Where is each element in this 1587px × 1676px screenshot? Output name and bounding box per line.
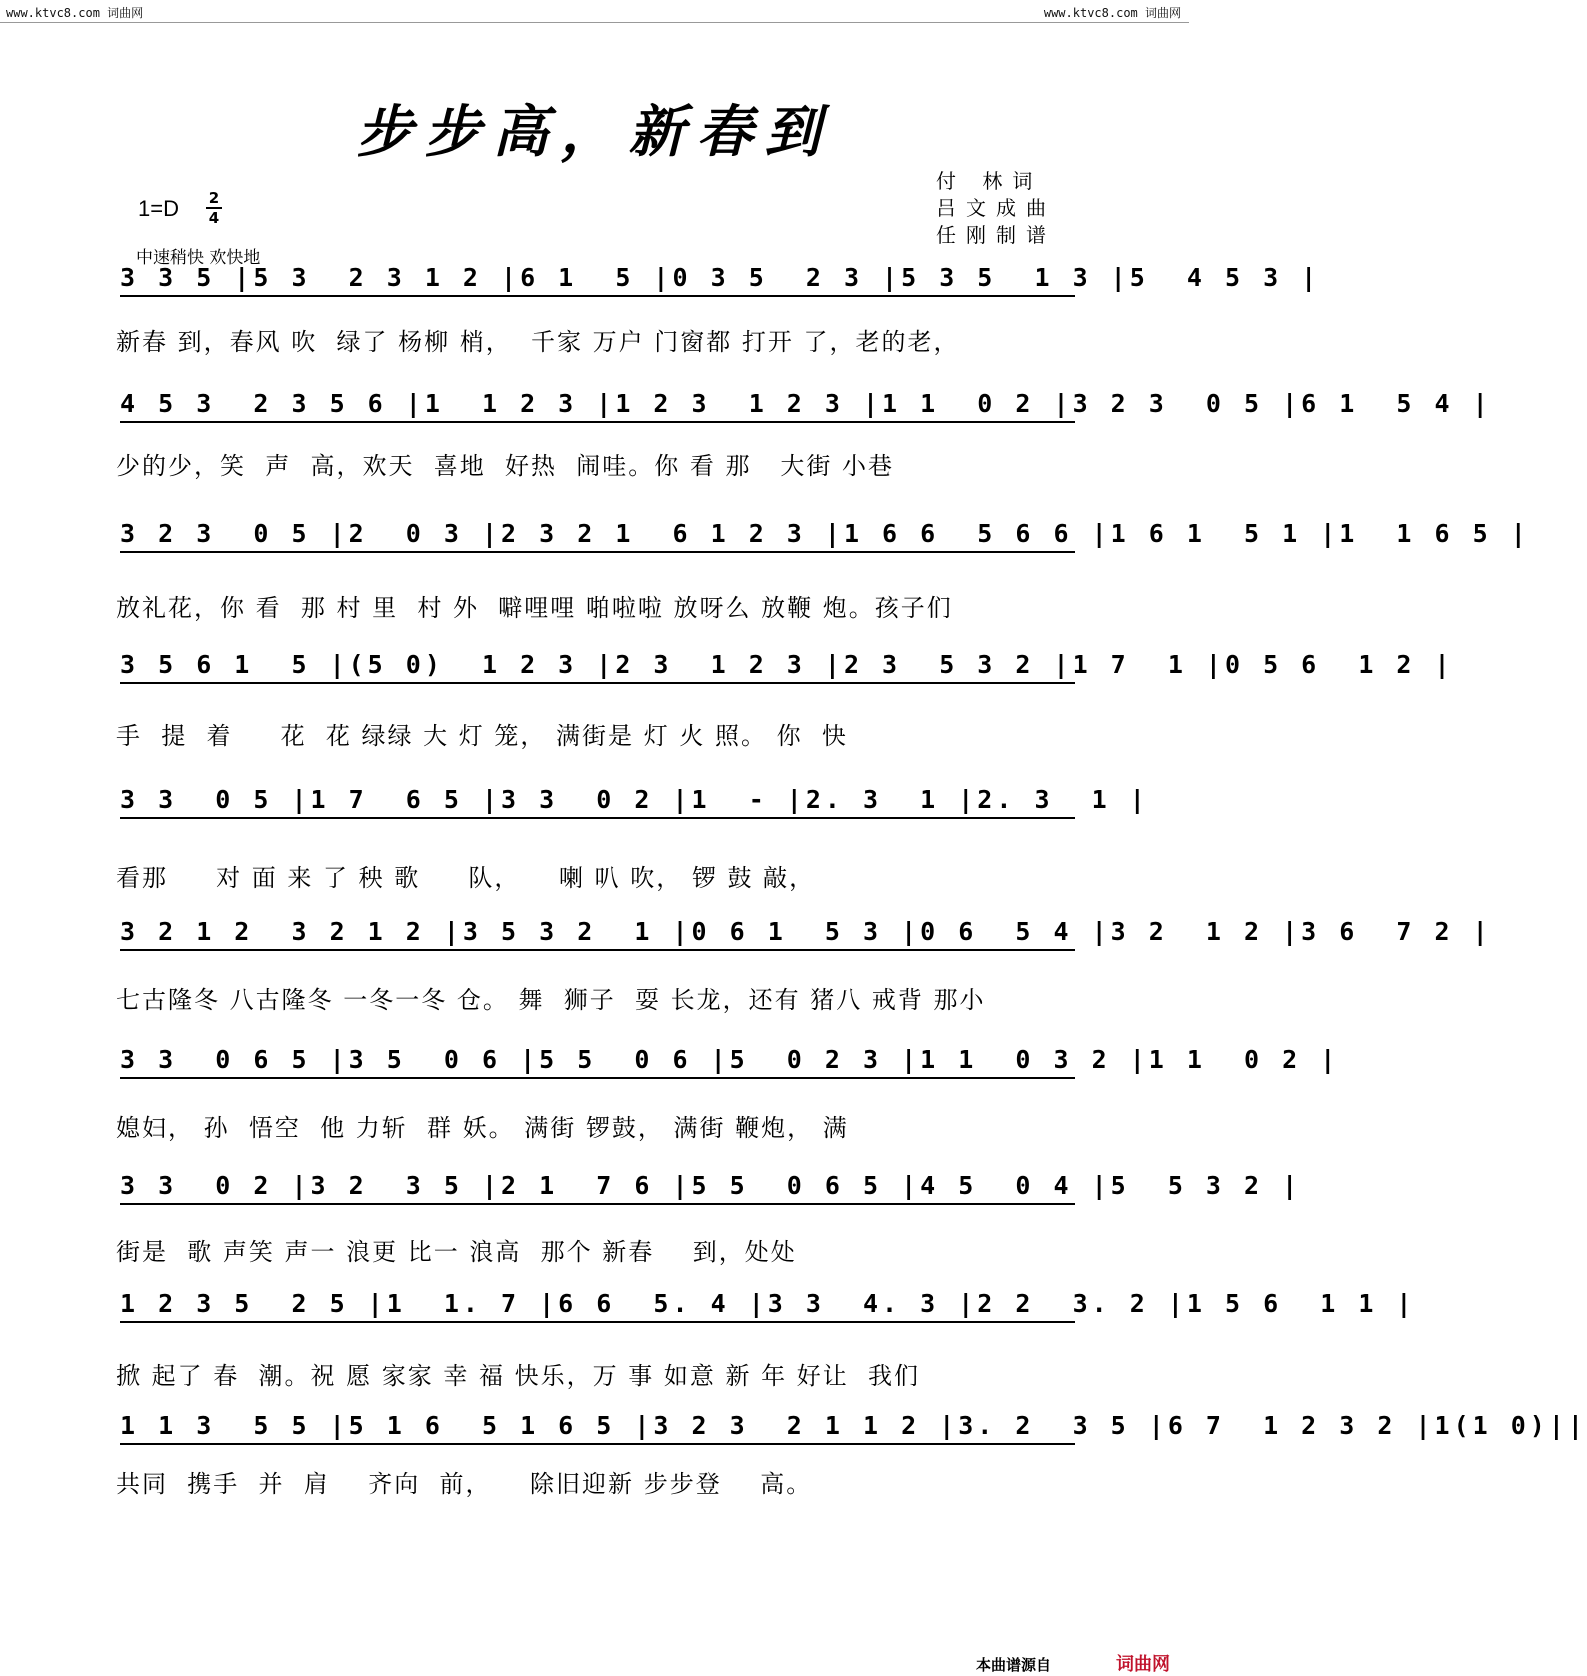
credits [936, 168, 1056, 249]
credit-lyricist: 付 林词 [936, 169, 1043, 193]
lyric-row: 放礼花，你 看 那 村 里 村 外 噼哩哩 啪啦啦 放呀么 放鞭 炮。孩子们 [116, 594, 953, 622]
top-divider [0, 22, 1189, 23]
lyric-row: 少的少，笑 声 高，欢天 喜地 好热 闹哇。你 看 那 大街 小巷 [116, 452, 895, 480]
key-signature: 1=D [138, 196, 179, 221]
notation-row [120, 1406, 1587, 1446]
beat-underline [120, 421, 1075, 423]
notation-text: 3 3 0 2 |3 2 3 5 |2 1 7 6 |5 5 0 6 5 |4 5 0 4 |5 5 3 2 | [120, 1171, 1302, 1200]
time-signature [206, 190, 222, 226]
notation-text: 3 5 6 1 5 |(5 0) 1 2 3 |2 3 1 2 3 |2 3 5 3 2 |1 7 1 |0 5 6 1 2 | [120, 650, 1454, 679]
meter-top: 2 [208, 189, 220, 207]
notation-row [120, 258, 1321, 298]
watermark-right: www.ktvc8.com 词曲网 [1043, 6, 1181, 20]
notation-row [120, 1166, 1302, 1206]
beat-underline [120, 1203, 1075, 1205]
lyric-row: 手 提 着 花 花 绿绿 大 灯 笼， 满街是 灯 火 照。 你 快 [116, 722, 848, 750]
lyric-row: 街是 歌 声笑 声一 浪更 比一 浪高 那个 新春 到，处处 [116, 1238, 797, 1266]
notation-row [120, 384, 1492, 424]
notation-row [120, 514, 1530, 554]
notation-text: 3 3 5 |5 3 2 3 1 2 |6 1 5 |0 3 5 2 3 |5 3 5 1 3 |5 4 5 3 | [120, 263, 1321, 292]
notation-text: 3 2 3 0 5 |2 0 3 |2 3 2 1 6 1 2 3 |1 6 6 5 6 6 |1 6 1 5 1 |1 1 6 5 | [120, 519, 1530, 548]
lyric-row: 共同 携手 并 肩 齐向 前， 除旧迎新 步步登 高。 [116, 1470, 813, 1498]
notation-text: 3 2 1 2 3 2 1 2 |3 5 3 2 1 |0 6 1 5 3 |0 6 5 4 |3 2 1 2 |3 6 7 2 | [120, 917, 1492, 946]
notation-row [120, 912, 1492, 952]
credit-transcriber: 任刚制谱 [936, 223, 1056, 247]
footer-source: 本曲谱源自 [976, 1656, 1052, 1674]
lyric-row: 掀 起了 春 潮。祝 愿 家家 幸 福 快乐，万 事 如意 新 年 好让 我们 [116, 1362, 921, 1390]
beat-underline [120, 295, 1075, 297]
beat-underline [120, 551, 1075, 553]
notation-row [120, 1040, 1340, 1080]
notation-text: 3 3 0 6 5 |3 5 0 6 |5 5 0 6 |5 0 2 3 |1 1 0 3 2 |1 1 0 2 | [120, 1045, 1340, 1074]
beat-underline [120, 1077, 1075, 1079]
beat-underline [120, 817, 1075, 819]
notation-text: 1 2 3 5 2 5 |1 1. 7 |6 6 5. 4 |3 3 4. 3 |2 2 3. 2 |1 5 6 1 1 | [120, 1289, 1416, 1318]
notation-text: 1 1 3 5 5 |5 1 6 5 1 6 5 |3 2 3 2 1 1 2 |3. 2 3 5 |6 7 1 2 3 2 |1(1 0)|| [120, 1411, 1587, 1440]
site-logo: 词曲网 [1116, 1654, 1170, 1675]
lyric-row: 七古隆冬 八古隆冬 一冬一冬 仓。 舞 狮子 耍 长龙，还有 猪八 戒背 那小 [116, 986, 986, 1014]
lyric-row: 新春 到，春风 吹 绿了 杨柳 梢， 千家 万户 门窗都 打开 了，老的老， [116, 328, 960, 356]
notation-text: 4 5 3 2 3 5 6 |1 1 2 3 |1 2 3 1 2 3 |1 1 0 2 |3 2 3 0 5 |6 1 5 4 | [120, 389, 1492, 418]
watermark-left: www.ktvc8.com 词曲网 [6, 6, 144, 20]
tempo-marking: 中速稍快 欢快地 [136, 248, 261, 268]
beat-underline [120, 1443, 1075, 1445]
beat-underline [120, 949, 1075, 951]
notation-row [120, 1284, 1416, 1324]
song-title: 步步高，新春到 [356, 99, 833, 165]
lyric-row: 媳妇， 孙 悟空 他 力斩 群 妖。 满街 锣鼓， 满街 鞭炮， 满 [116, 1114, 849, 1142]
lyric-row: 看那 对 面 来 了 秧 歌 队， 喇 叭 吹， 锣 鼓 敲， [116, 864, 816, 892]
beat-underline [120, 682, 1075, 684]
notation-row [120, 780, 1149, 820]
beat-underline [120, 1321, 1075, 1323]
meter-bottom: 4 [208, 209, 220, 227]
notation-row [120, 645, 1454, 685]
credit-composer: 吕文成曲 [936, 196, 1056, 220]
notation-text: 3 3 0 5 |1 7 6 5 |3 3 0 2 |1 - |2. 3 1 |2. 3 1 | [120, 785, 1149, 814]
